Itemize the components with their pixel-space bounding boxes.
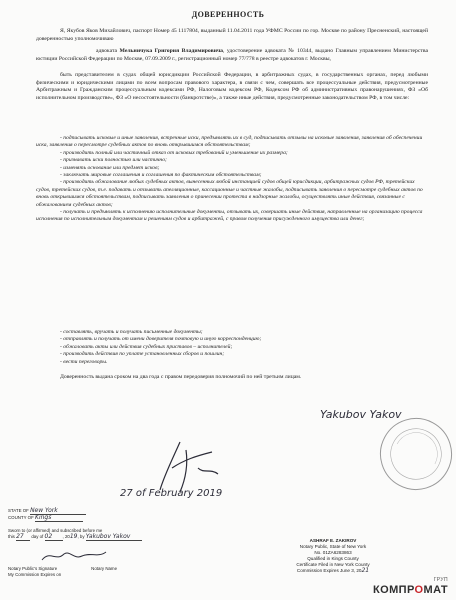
list-item: - составлять, вручать и получать письменные документы; xyxy=(60,329,203,335)
day-value: 27 xyxy=(16,533,24,540)
notary-signature xyxy=(40,548,110,564)
powers-text: быть представителем в судах общей юрисдикции Российской Федерации, в арбитражных судах, в государственных органах, перед любыми физическими и юридическими лицами по всем вопросам правового характера, в связи с чем, совершать все процессуальные действия, предусмотренные Арбитражным и Гражданским процессуальным кодексами РФ, Налоговым кодексом РФ, Кодексом РФ об административных правонарушениях, ФЗ «Об исполнительном производстве», ФЗ «О несостоятельности (банкротстве)», а также иные действия, предусмотренные законодательством РФ, в том числе: xyxy=(36,72,428,101)
day-of-label: day of xyxy=(31,534,44,539)
principal-intro xyxy=(36,28,428,43)
notary-stamp xyxy=(228,538,438,574)
notary-acknowledgment xyxy=(8,508,188,541)
year-prefix: , 20 xyxy=(62,534,70,539)
notary-stamp-line: Qualified in Kings County xyxy=(307,556,359,561)
state-value: New York xyxy=(30,507,58,514)
year-value: 19 xyxy=(69,533,78,540)
notary-stamp-line: No. 01ZA6283863 xyxy=(314,550,352,555)
powers-list-secondary xyxy=(36,329,428,366)
notary-stamp-line: Certificate Filed in New York County xyxy=(296,562,370,567)
powers-paragraph xyxy=(36,72,428,102)
list-item: - заключать мировые соглашения и соглашения по фактическим обстоятельствам; xyxy=(60,172,262,179)
public-signature-label: Notary Public's Signature xyxy=(8,566,58,571)
attorney-name: Мельничука Григория Владимировича xyxy=(119,48,224,54)
commission-year-handwritten: 21 xyxy=(361,567,370,574)
list-item: - подписывать исковые и иные заявления, встречные иски, предъявлять их в суд, подписывать отзывы на исковые заявления, заявления об обеспечении иска, заявления о пересмотре судебных актов по вновь открывшимся обстоятельствам; xyxy=(36,135,423,149)
state-label: STATE OF xyxy=(8,508,29,513)
intro-text: Я, Якубов Яков Михайлович, паспорт Номер 45 1117804, выданный 11.04.2011 года УФМС России по гор. Москве по району Пресненский, настоящей доверенностью уполномочиваю xyxy=(36,28,428,42)
county-value: Kings xyxy=(35,514,52,521)
sworn-text: Sworn to (or affirmed) and subscribed before me xyxy=(8,528,103,533)
list-item: - производить действия по уплате установленных сборов и пошлин; xyxy=(60,351,225,358)
this-label: this xyxy=(8,534,15,539)
watermark-group-label: ГРУП xyxy=(433,577,448,583)
list-item: - получать и предъявлять к исполнению исполнительные документы, отзывать их, совершать иные действия, направленные на организацию процесса исполнения по исполнительным документам и решениям судов и арбитражей, с правом получения присужденного имущества или денег; xyxy=(36,209,423,223)
list-item: - признавать иски полностью или частично; xyxy=(60,157,167,164)
month-value: 02 xyxy=(44,533,53,540)
by-value: Yakubov Yakov xyxy=(85,533,131,540)
notary-stamp-line: Commission Expires June 3, 20 xyxy=(296,568,362,573)
county-label: COUNTY OF xyxy=(8,515,34,520)
attorney-lead: адвоката xyxy=(96,48,118,54)
validity-clause: Доверенность выдана сроком на два года с правом передоверия полномочий по ней третьим лицам. xyxy=(60,374,302,380)
watermark-text-start: КОМПР xyxy=(373,584,415,596)
attorney-paragraph xyxy=(36,48,428,63)
list-item: - изменять основание или предмет исков; xyxy=(60,164,160,171)
watermark-text-mark: О xyxy=(414,584,424,596)
list-item: - вести переговоры. xyxy=(60,358,108,365)
notary-stamp-name: ASHRAF E. ZAKIROV xyxy=(309,538,357,543)
notary-signature-labels xyxy=(8,566,208,578)
list-item: - отправлять и получать от имени доверителя почтовую и иную корреспонденцию; xyxy=(60,336,262,343)
commission-label: My Commission Expires on xyxy=(8,572,62,577)
list-item: - производить обжалование любых судебных актов, вынесенных любой инстанцией судов общей юрисдикции, арбитражных судов РФ, третейских судов, третейских судов, т.е. подавать и отзывать апелляционные, кассационные и частные жалобы, подписывать заявления о пересмотре судебных актов по вновь открывшимся обстоятельствам, подписывать заявления о принесении протеста в надзорные жалобы, осуществлять иные действия, связанные с обжалованием судебных актов; xyxy=(36,179,423,208)
list-item: - производить полный или частичный отказ от исковых требований и уменьшение их размера; xyxy=(60,149,288,156)
notary-name-label: Notary Name xyxy=(91,566,118,571)
attorney-details: , удостоверение адвоката № 10344, выдано Главным управлением Министерства юстиции Российской Федерации по Москве, 07.09.2009 г., регистрационный номер 77/778 в реестре адвокатов г. Москвы, xyxy=(36,48,429,62)
kompromat-watermark xyxy=(373,577,448,596)
notary-stamp-line: Notary Public, State of New York xyxy=(299,544,367,549)
list-item: - обжаловать акты или действия судебных приставов – исполнителей; xyxy=(60,343,233,350)
signature-date-handwritten: 27 of February 2019 xyxy=(120,488,223,499)
watermark-text-end: МАТ xyxy=(423,584,448,596)
by-label: , by xyxy=(77,534,85,539)
principal-name-handwritten: Yakubov Yakov xyxy=(320,408,402,421)
document-title: ДОВЕРЕННОСТЬ xyxy=(191,10,265,19)
powers-list-primary xyxy=(36,135,428,224)
